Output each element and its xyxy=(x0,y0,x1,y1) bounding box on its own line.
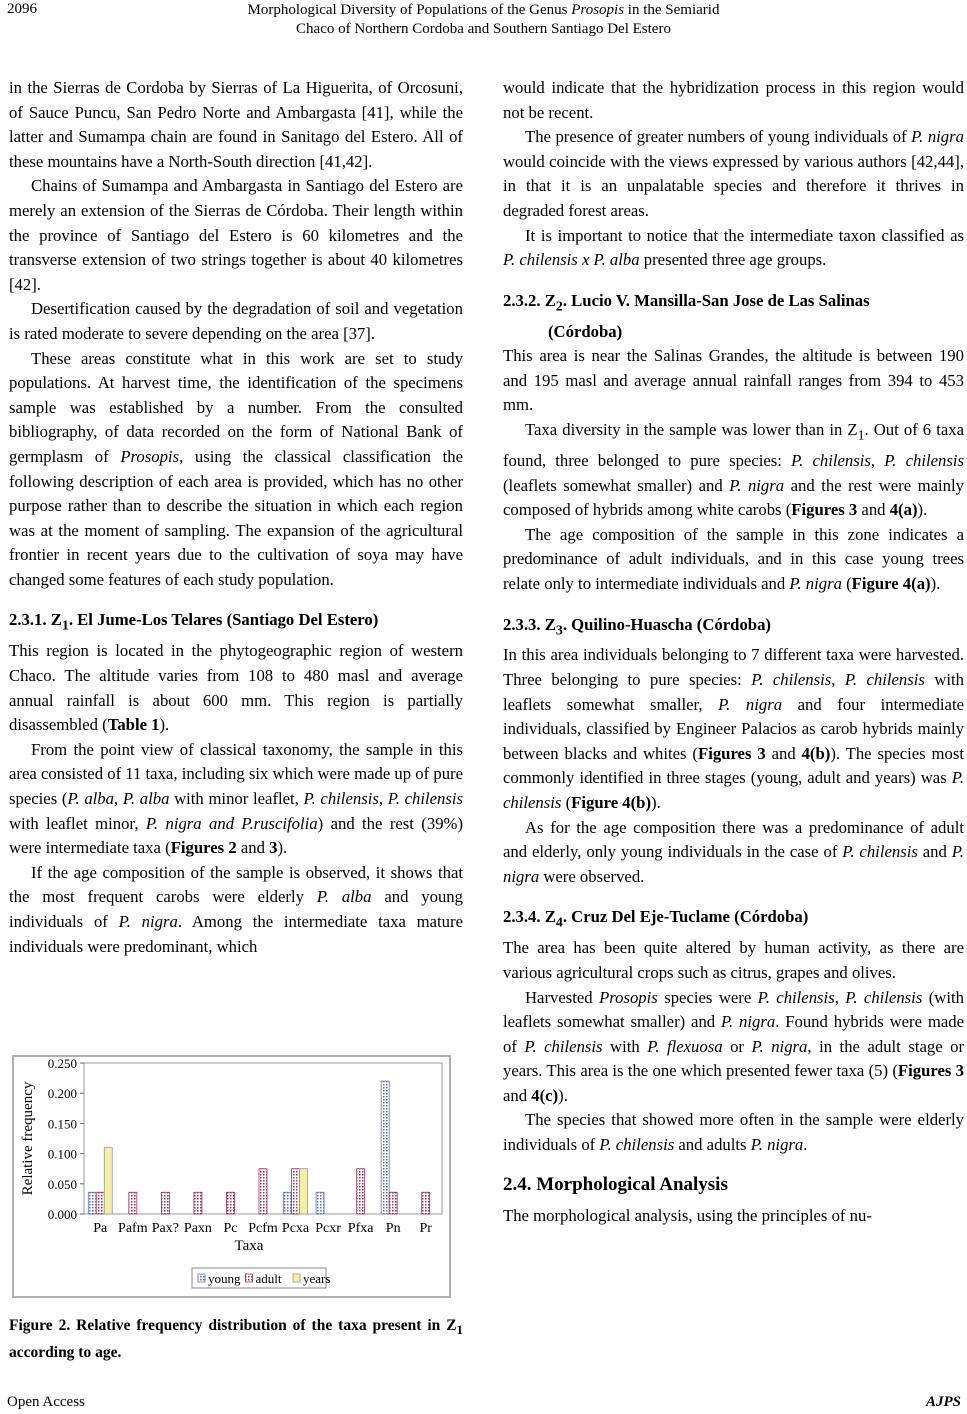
bar-young-Pcxr xyxy=(316,1192,324,1214)
x-tick-label: Pcxr xyxy=(315,1221,341,1236)
bar-adult-Pcxa xyxy=(292,1169,300,1214)
paragraph: From the point view of classical taxonomy, the sample in this area consisted of 11 taxa, including six which were made up of pure species (P. alba, P. alba with minor leaflet, P. chilensis, P. chilensis with leaflet minor, P. nigra and P.ruscifolia) and the rest (39%) were intermediate taxa (Figures 2 and 3). xyxy=(9,739,463,858)
x-tick-label: Paxn xyxy=(183,1221,212,1236)
paragraph: Taxa diversity in the sample was lower than in $Z_1$. Out of 6 taxa found, three belonged to pure species: P. chilensis, P. chilensis (leaflets somewhat smaller) and P. nigra and the rest were mainly composed of hybrids among white carobs (Figures 3 and 4(a)). xyxy=(503,420,965,520)
paragraph: The area has been quite altered by human activity, as there are various agricultural crops such as citrus, grapes and olives. xyxy=(503,938,964,982)
x-tick-label: Pr xyxy=(419,1221,432,1236)
y-tick-label: 0.200 xyxy=(47,1086,77,1102)
running-header xyxy=(0,1,967,39)
bar-young-Pa xyxy=(88,1192,96,1214)
legend-swatch-years xyxy=(293,1274,300,1282)
paragraph: The morphological analysis, using the principles of nu- xyxy=(503,1205,872,1225)
x-tick-label: Pcxa xyxy=(281,1221,310,1236)
y-tick-label: 0.250 xyxy=(47,1057,77,1071)
x-tick-label: Pa xyxy=(93,1221,108,1236)
y-tick-label: 0.000 xyxy=(47,1207,77,1222)
bar-adult-Pr xyxy=(422,1192,430,1214)
paragraph: As for the age composition there was a predominance of adult and elderly, only young individuals in the case of P. chilensis and P. nigra were observed. xyxy=(503,817,964,886)
footer-open-access: Open Access xyxy=(7,1394,85,1410)
paragraph: These areas constitute what in this work are set to study populations. At harvest time, the identification of the specimens sample was established by a number. From the consulted bibliography, of data recorded on the form of National Bank of germplasm of Prosopis, using the classical classification the following description of each area is provided, which has no other purpose rather than to describe the situation in which each region was at the moment of sampling. The expansion of the agricultural frontier in recent years due to the cultivation of soya may have changed some features of each study population. xyxy=(9,348,463,589)
legend-label-years: years xyxy=(303,1271,331,1286)
paragraph: The species that showed more often in the sample were elderly individuals of P. chilensis and adults P. nigra. xyxy=(503,1110,964,1155)
paragraph: Harvested Prosopis species were P. chilensis, P. chilensis (with leaflets somewhat smaller) and P. nigra. Found hybrids were made of P. chilensis with P. flexuosa or P. nigra, in the adult stage or years. This area is the one which presented fewer taxa (5) (Figures 3 and 4(c)). xyxy=(503,987,965,1105)
paragraph: In this area individuals belonging to 7 different taxa were harvested. Three belonging to pure species: P. chilensis, P. chilensis with leaflets somewhat smaller, P. nigra and four intermediate individuals, classified by Engineer Palacios as carob hybrids mainly between blacks and whites (Figures 3 and 4(b)). The species most commonly identified in three stages (young, adult and years) was P. chilensis (Figure 4(b)). xyxy=(503,645,965,813)
paragraph: This region is located in the phytogeographic region of western Chaco. The altitude varies from 108 to 480 masl and average annual rainfall is about 600 mm. This region is partially disassembled (Table 1). xyxy=(9,641,463,735)
bar-adult-Pcfm xyxy=(259,1169,267,1214)
bar-adult-Pc xyxy=(226,1192,234,1214)
running-header-line2: Chaco of Northern Cordoba and Southern Santiago Del Estero xyxy=(296,21,671,37)
bar-chart xyxy=(14,1057,449,1296)
x-tick-label: Pc xyxy=(223,1221,238,1236)
legend-label-adult: adult xyxy=(255,1271,282,1286)
section-heading: 2.3.4. $Z_4$. Cruz Del Eje-Tuclame (Córdoba) xyxy=(503,907,809,931)
x-tick-label: Pafm xyxy=(118,1221,148,1236)
bar-years-Pa xyxy=(104,1148,112,1214)
x-tick-label: Pcfm xyxy=(248,1221,278,1236)
y-tick-label: 0.050 xyxy=(47,1176,77,1192)
running-header-line1: Morphological Diversity of Populations of the Genus Prosopis in the Semiarid xyxy=(247,2,720,18)
paragraph: The age composition of the sample in this zone indicates a predominance of adult individuals, and in this case young trees relate only to intermediate individuals and P. nigra (Figure 4(a)). xyxy=(503,524,964,593)
y-tick-label: 0.150 xyxy=(47,1116,77,1132)
legend-label-young: young xyxy=(208,1271,241,1286)
bar-adult-Pax? xyxy=(161,1192,169,1214)
x-axis-label: Taxa xyxy=(234,1238,264,1254)
section-heading: 2.3.3. $Z_3$. Quilino-Huascha (Córdoba) xyxy=(503,614,771,638)
bar-young-Pcxa xyxy=(284,1192,292,1214)
bar-adult-Paxn xyxy=(194,1192,202,1214)
legend-swatch-young xyxy=(198,1274,205,1282)
y-axis-label: Relative frequency xyxy=(20,1081,36,1196)
paragraph: The presence of greater numbers of young individuals of P. nigra would coincide with the views expressed by various authors [42,44], in that it is an unpalatable species and therefore it thrives in degraded forest areas. xyxy=(503,127,964,220)
page-number: 2096 xyxy=(7,1,37,17)
section-heading: 2.3.1. $Z_1$. El Jume-Los Telares (Santiago Del Estero) xyxy=(9,610,379,634)
x-tick-label: Pfxa xyxy=(347,1221,374,1236)
paragraph: This area is near the Salinas Grandes, the altitude is between 190 and 195 masl and average annual rainfall ranges from 394 to 453 mm. xyxy=(503,346,964,415)
right-column xyxy=(503,76,964,1228)
footer-journal: AJPS xyxy=(925,1394,961,1410)
paragraph: would indicate that the hybridization process in this region would not be recent. xyxy=(503,78,964,122)
figure-caption: Figure 2. Relative frequency distribution of the taxa present in $Z_1$ according to age. xyxy=(9,1317,463,1362)
x-tick-label: Pax? xyxy=(151,1221,179,1236)
y-tick-label: 0.100 xyxy=(47,1146,77,1162)
bar-adult-Pfxa xyxy=(357,1169,365,1214)
bar-adult-Pn xyxy=(389,1192,397,1214)
legend-swatch-adult xyxy=(246,1274,253,1282)
figure-2-chart xyxy=(12,1055,451,1298)
x-tick-label: Pn xyxy=(385,1221,401,1236)
paragraph: If the age composition of the sample is observed, it shows that the most frequent carobs were elderly P. alba and young individuals of P. nigra. Among the intermediate taxa mature individuals were predominant, which xyxy=(9,862,463,956)
bar-adult-Pafm xyxy=(129,1192,137,1214)
section-heading: 2.3.2. $Z_2$. Lucio V. Mansilla-San Jose de Las Salinas (Córdoba) xyxy=(503,290,870,341)
bar-young-Pn xyxy=(381,1081,389,1214)
paragraph: Chains of Sumampa and Ambargasta in Santiago del Estero are merely an extension of the Sierras de Córdoba. Their length within the province of Santiago del Estero is 60 kilometres and the transverse extension of two strings together is about 40 kilometres [42]. xyxy=(9,176,463,294)
paragraph: Desertification caused by the degradation of soil and vegetation is rated moderate to severe depending on the area [37]. xyxy=(9,299,463,343)
left-column xyxy=(9,76,463,959)
paragraph: in the Sierras de Cordoba by Sierras of La Higuerita, of Orcosuni, of Sauce Puncu, San Pedro Norte and Ambargasta [41], while the latter and Sumampa chain are found in Sanitago del Estero. All of these mountains have a North-South direction [41,42]. xyxy=(9,78,463,171)
section-heading-2-4: 2.4. Morphological Analysis xyxy=(503,1173,728,1195)
bar-years-Pcxa xyxy=(300,1169,308,1214)
paragraph: It is important to notice that the intermediate taxon classified as P. chilensis x P. alba presented three age groups. xyxy=(503,225,964,270)
bar-adult-Pa xyxy=(96,1192,104,1214)
